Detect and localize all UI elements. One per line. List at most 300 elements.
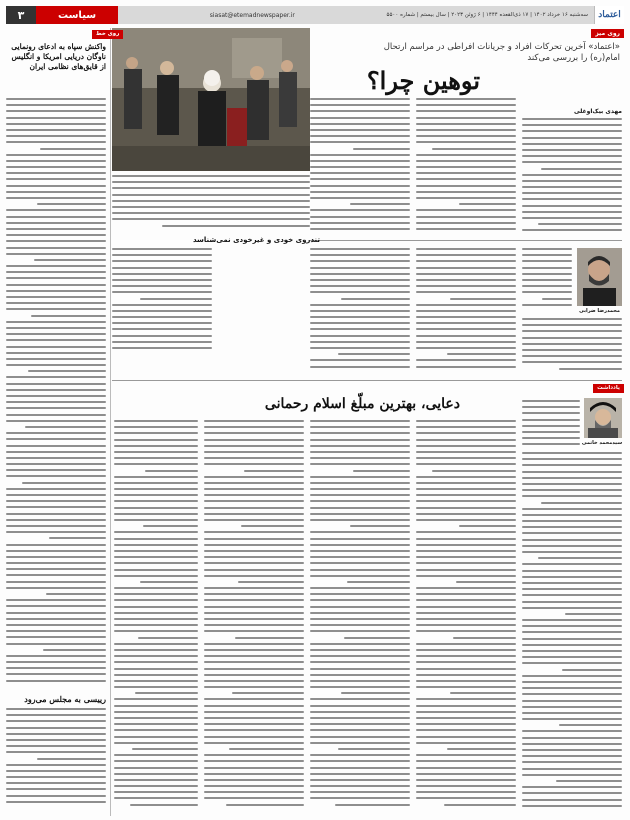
text-line [522,279,572,281]
text-line [310,451,410,453]
text-line [416,457,516,459]
text-line [114,618,198,620]
text-line [310,98,410,100]
text-line [310,556,410,558]
text-line [522,343,622,345]
text-line [541,168,622,170]
text-line [6,185,106,187]
text-line [114,760,198,762]
text-line [416,347,516,349]
text-line [204,531,304,533]
text-line [416,426,516,428]
text-line [522,495,622,497]
text-line [522,743,622,745]
text-line [114,556,198,558]
text-line [310,544,410,546]
text-line [416,366,516,368]
text-line [6,383,106,385]
text-line [310,316,410,318]
text-line [6,451,106,453]
text-line [310,742,410,744]
text-line [416,451,516,453]
text-line [112,260,212,262]
section-label: سیاست [36,6,118,24]
text-line [6,277,106,279]
text-line [114,661,198,663]
text-line [522,155,622,157]
second-headline: دعایی، بهترین مبلّغ اسلام رحمانی [264,396,460,412]
text-line [341,692,410,694]
text-line [522,273,572,275]
text-line [522,267,572,269]
text-line [6,494,106,496]
text-line [416,723,516,725]
text-line [310,569,410,571]
text-line [114,754,198,756]
text-line [112,181,310,183]
text-line [416,785,516,787]
text-line [6,714,106,716]
text-line [559,368,622,370]
text-line [522,118,622,120]
text-line [310,322,410,324]
text-line [114,587,198,589]
text-line [6,364,106,366]
text-line [6,457,106,459]
text-line [310,773,410,775]
text-line [541,502,622,504]
second-column-4 [204,420,304,812]
text-line [416,279,516,281]
text-line [538,557,622,559]
text-line [37,203,106,205]
text-line [204,575,304,577]
text-line [416,141,516,143]
text-line [6,216,106,218]
text-line [522,260,572,262]
text-line [416,680,516,682]
text-line [114,785,198,787]
text-line [112,291,212,293]
text-line [310,110,410,112]
text-line [235,637,304,639]
text-line [204,519,304,521]
text-line [204,463,304,465]
text-line [416,661,516,663]
text-line [416,197,516,199]
text-line [112,267,212,269]
text-line [114,538,198,540]
second-column-1a [522,400,580,450]
text-line [310,723,410,725]
text-line [522,205,622,207]
text-line [522,563,622,565]
text-line [112,310,212,312]
text-line [114,711,198,713]
text-line [310,661,410,663]
text-line [112,248,212,250]
text-line [522,805,622,807]
text-line [522,248,572,250]
text-line [416,531,516,533]
text-line [416,507,516,509]
text-line [310,729,410,731]
text-line [310,587,410,589]
text-line [310,674,410,676]
text-line [6,612,106,614]
text-line [6,240,106,242]
text-line [114,445,198,447]
text-line [459,203,516,205]
text-line [310,668,410,670]
text-line [114,575,198,577]
columnist-photo [577,248,622,306]
text-line [204,661,304,663]
text-line [6,636,106,638]
text-line [310,717,410,719]
text-line [310,129,410,131]
text-line [432,148,516,150]
text-line [6,562,106,564]
text-line [6,123,106,125]
text-line [310,507,410,509]
text-line [204,476,304,478]
text-line [112,218,310,220]
text-line [204,680,304,682]
text-line [416,488,516,490]
text-line [310,457,410,459]
text-line [416,322,516,324]
text-line [6,525,106,527]
text-line [114,463,198,465]
text-line [310,154,410,156]
text-line [112,254,212,256]
text-line [112,187,310,189]
text-line [6,104,106,106]
text-line [6,751,106,753]
text-line [416,569,516,571]
text-line [6,513,106,515]
text-line [6,599,106,601]
text-line [416,773,516,775]
text-line [204,760,304,762]
text-line [112,328,212,330]
text-line [204,432,304,434]
text-line [522,737,622,739]
text-line [6,661,106,663]
text-line [204,674,304,676]
lead-tag: روی میز [591,29,624,38]
text-line [522,576,622,578]
text-line [310,178,410,180]
text-line [522,477,622,479]
text-line [416,575,516,577]
text-line [6,739,106,741]
text-line [310,760,410,762]
text-line [538,223,622,225]
text-line [310,279,410,281]
text-line [310,599,410,601]
text-line [6,98,106,100]
text-line [6,788,106,790]
text-line [204,643,304,645]
text-line [416,228,516,230]
text-line [416,618,516,620]
text-line [522,662,622,664]
text-line [204,624,304,626]
text-line [310,197,410,199]
text-line [28,370,106,372]
text-line [310,432,410,434]
text-line [522,211,622,213]
text-line [204,482,304,484]
text-line [114,432,198,434]
text-line [6,346,106,348]
text-line [522,412,580,414]
text-line [204,729,304,731]
second-column-3 [310,420,410,812]
text-line [522,483,622,485]
text-line [6,376,106,378]
text-line [114,680,198,682]
text-line [132,748,198,750]
text-line [6,401,106,403]
text-line [416,316,516,318]
text-line [522,471,622,473]
text-line [416,686,516,688]
text-line [244,470,304,472]
text-line [204,426,304,428]
text-line [310,445,410,447]
text-line [310,488,410,490]
text-line [6,271,106,273]
text-line [416,304,516,306]
text-line [310,797,410,799]
text-line [204,488,304,490]
text-line [416,267,516,269]
text-line [416,674,516,676]
text-line [310,785,410,787]
text-line [522,551,622,553]
text-line [43,649,106,651]
text-line [416,624,516,626]
text-line [416,544,516,546]
text-line [522,631,622,633]
text-line [37,758,106,760]
text-line [310,359,410,361]
text-line [522,324,622,326]
text-line [447,353,516,355]
text-line [6,395,106,397]
text-line [310,649,410,651]
text-line [112,206,310,208]
text-line [416,513,516,515]
text-line [522,143,622,145]
text-line [416,248,516,250]
text-line [310,463,410,465]
text-line [347,581,410,583]
text-line [204,544,304,546]
text-line [6,801,106,803]
text-line [204,507,304,509]
text-line [310,228,410,230]
text-line [522,489,622,491]
text-line [143,525,198,527]
text-line [416,760,516,762]
header-left [6,6,118,24]
text-line [114,494,198,496]
text-line [114,531,198,533]
text-line [114,476,198,478]
text-line [310,754,410,756]
text-line [6,178,106,180]
text-line [416,519,516,521]
text-line [6,191,106,193]
text-line [6,129,106,131]
header-right [387,6,625,24]
text-line [114,717,198,719]
text-line [34,259,106,261]
text-line [522,625,622,627]
text-line [204,797,304,799]
page-header [6,6,624,24]
text-line [6,172,106,174]
text-line [6,605,106,607]
text-line [204,754,304,756]
text-line [310,624,410,626]
text-line [204,494,304,496]
text-line [416,711,516,713]
text-line [204,569,304,571]
text-line [522,792,622,794]
text-line [204,599,304,601]
text-line [522,675,622,677]
text-line [204,773,304,775]
text-line [522,425,580,427]
text-line [456,581,516,583]
text-line [112,347,212,349]
text-line [204,791,304,793]
text-line [6,432,106,434]
text-line [114,736,198,738]
text-line [114,686,198,688]
text-line [416,698,516,700]
text-line [310,680,410,682]
text-line [310,482,410,484]
text-line [416,729,516,731]
text-line [522,718,622,720]
section-email[interactable]: siasat@etemadnewspaper.ir [209,11,295,19]
text-line [204,420,304,422]
text-line [522,137,622,139]
text-line [522,229,622,231]
text-line [522,539,622,541]
text-line [522,700,622,702]
text-line [6,222,106,224]
text-line [522,291,572,293]
text-line [204,593,304,595]
text-line [310,285,410,287]
text-line [6,407,106,409]
text-line [114,723,198,725]
text-line [522,712,622,714]
text-line [416,222,516,224]
text-line [40,148,106,150]
text-line [416,178,516,180]
text-line [522,526,622,528]
text-line [416,335,516,337]
text-line [49,537,106,539]
text-line [204,698,304,700]
text-line [6,154,106,156]
text-line [310,538,410,540]
text-line [416,556,516,558]
text-line [238,581,304,583]
lead-author: مهدی بیک‌اوغلی [574,108,622,115]
text-line [522,217,622,219]
text-line [6,587,106,589]
text-line [114,426,198,428]
text-line [112,200,310,202]
text-line [522,693,622,695]
text-line [6,166,106,168]
text-line [310,550,410,552]
text-line [416,129,516,131]
text-line [6,197,106,199]
text-line [6,333,106,335]
text-line [114,742,198,744]
text-line [522,174,622,176]
text-line [522,186,622,188]
text-line [6,352,106,354]
text-line [522,330,622,332]
text-line [140,298,212,300]
text-line [522,774,622,776]
text-line [114,507,198,509]
text-line [416,98,516,100]
columnist-name: محمدرضا ضرابی [579,308,620,314]
text-line [114,488,198,490]
text-line [522,749,622,751]
text-line [522,304,572,306]
text-line [559,724,622,726]
sidebar-headline-2: رییسی به مجلس می‌رود [24,694,106,704]
text-line [204,606,304,608]
text-line [204,556,304,558]
text-line [416,341,516,343]
text-line [522,458,622,460]
text-line [114,544,198,546]
text-line [25,426,106,428]
text-line [114,767,198,769]
newspaper-logo[interactable]: اعتماد [594,6,624,24]
text-line [335,804,410,806]
text-line [114,779,198,781]
text-line [310,310,410,312]
text-line [310,328,410,330]
text-line [204,736,304,738]
text-line [310,191,410,193]
text-line [241,525,304,527]
text-line [204,649,304,651]
text-line [416,587,516,589]
text-line [450,692,516,694]
text-line [416,328,516,330]
text-line [114,649,198,651]
text-line [522,431,580,433]
text-line [6,253,106,255]
text-line [6,782,106,784]
